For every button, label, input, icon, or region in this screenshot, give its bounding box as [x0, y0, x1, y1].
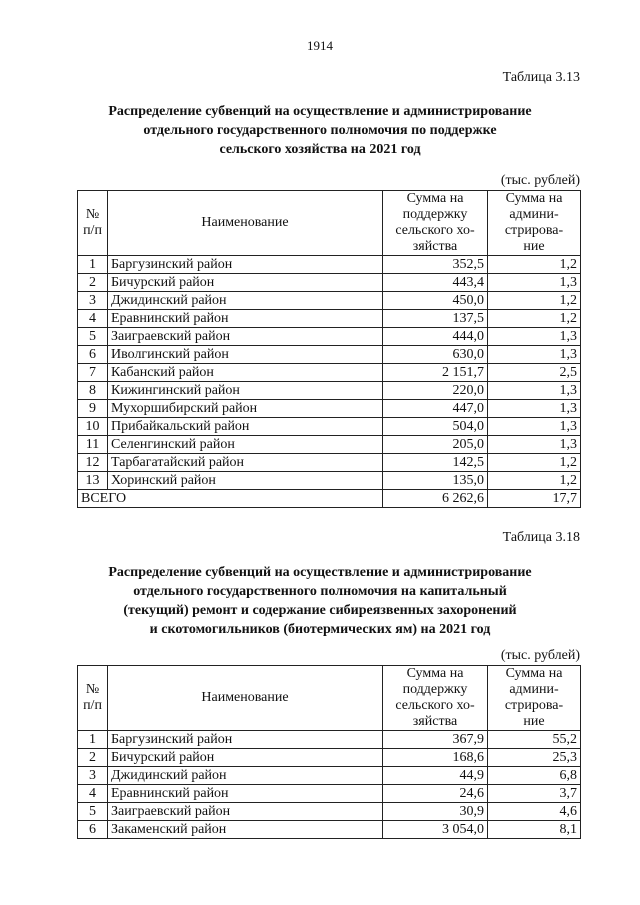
row-number: 5 [78, 328, 108, 346]
sum-administration: 1,3 [488, 346, 581, 364]
total-sum-administration: 17,7 [488, 490, 581, 508]
table-row [78, 731, 581, 749]
sum-administration: 55,2 [488, 731, 581, 749]
table-row [78, 436, 581, 454]
table2-title [0, 563, 640, 639]
table2-id: Таблица 3.18 [502, 530, 580, 545]
sum-agriculture: 44,9 [383, 767, 488, 785]
header-sum2-label: Сумма на админи- стрирова- ние [504, 666, 564, 729]
sum-agriculture: 220,0 [383, 382, 488, 400]
district-name: Еравнинский район [108, 310, 383, 328]
table1-title-line: отдельного государственного полномочия по поддержке [143, 123, 497, 138]
table-row [78, 472, 581, 490]
sum-administration: 4,6 [488, 803, 581, 821]
district-name: Джидинский район [108, 292, 383, 310]
header-sum1 [383, 666, 488, 731]
sum-agriculture: 137,5 [383, 310, 488, 328]
row-number: 6 [78, 821, 108, 839]
header-sum2 [488, 191, 581, 256]
table1-title-line: сельского хозяйства на 2021 год [219, 142, 421, 157]
table-row [78, 328, 581, 346]
header-name [108, 191, 383, 256]
sum-agriculture: 205,0 [383, 436, 488, 454]
sum-administration: 6,8 [488, 767, 581, 785]
sum-administration: 1,3 [488, 400, 581, 418]
table-row [78, 821, 581, 839]
header-sum1-label: Сумма на поддержку сельского хо- зяйства [395, 666, 475, 729]
district-name: Бичурский район [108, 749, 383, 767]
row-number: 1 [78, 731, 108, 749]
table2-title-line: Распределение субвенций на осуществление и администрирование [108, 565, 532, 580]
total-label: ВСЕГО [78, 490, 383, 508]
header-sum1-label: Сумма на поддержку сельского хо- зяйства [395, 191, 475, 254]
district-name: Заиграевский район [108, 803, 383, 821]
row-number: 1 [78, 256, 108, 274]
row-number: 11 [78, 436, 108, 454]
header-num-label: № п/п [83, 682, 102, 713]
row-number: 10 [78, 418, 108, 436]
sum-administration: 1,2 [488, 256, 581, 274]
sum-administration: 1,3 [488, 436, 581, 454]
row-number: 13 [78, 472, 108, 490]
sum-agriculture: 142,5 [383, 454, 488, 472]
table1-id: Таблица 3.13 [502, 70, 580, 85]
district-name: Тарбагатайский район [108, 454, 383, 472]
sum-agriculture: 450,0 [383, 292, 488, 310]
row-number: 6 [78, 346, 108, 364]
table-row [78, 256, 581, 274]
row-number: 9 [78, 400, 108, 418]
table2 [77, 665, 581, 839]
row-number: 8 [78, 382, 108, 400]
header-sum2-label: Сумма на админи- стрирова- ние [504, 191, 564, 254]
sum-administration: 1,3 [488, 274, 581, 292]
row-number: 2 [78, 274, 108, 292]
district-name: Кижингинский район [108, 382, 383, 400]
sum-agriculture: 504,0 [383, 418, 488, 436]
table-row [78, 382, 581, 400]
header-num [78, 666, 108, 731]
district-name: Баргузинский район [108, 731, 383, 749]
table-row [78, 418, 581, 436]
row-number: 5 [78, 803, 108, 821]
sum-administration: 2,5 [488, 364, 581, 382]
table1-units: (тыс. рублей) [500, 173, 580, 188]
table2-units: (тыс. рублей) [500, 648, 580, 663]
sum-agriculture: 2 151,7 [383, 364, 488, 382]
sum-administration: 3,7 [488, 785, 581, 803]
header-name-label: Наименование [201, 690, 289, 705]
sum-administration: 1,2 [488, 292, 581, 310]
district-name: Закаменский район [108, 821, 383, 839]
sum-agriculture: 367,9 [383, 731, 488, 749]
district-name: Баргузинский район [108, 256, 383, 274]
row-number: 4 [78, 310, 108, 328]
sum-agriculture: 630,0 [383, 346, 488, 364]
sum-administration: 1,2 [488, 472, 581, 490]
sum-agriculture: 443,4 [383, 274, 488, 292]
header-num-label: № п/п [83, 207, 102, 238]
table-row [78, 364, 581, 382]
sum-agriculture: 24,6 [383, 785, 488, 803]
district-name: Прибайкальский район [108, 418, 383, 436]
table2-title-line: и скотомогильников (биотермических ям) на 2021 год [149, 622, 491, 637]
table-row [78, 310, 581, 328]
row-number: 7 [78, 364, 108, 382]
table-row [78, 803, 581, 821]
table1-header-row [78, 191, 581, 256]
total-row [78, 490, 581, 508]
row-number: 4 [78, 785, 108, 803]
table-row [78, 274, 581, 292]
header-sum1 [383, 191, 488, 256]
row-number: 3 [78, 767, 108, 785]
district-name: Кабанский район [108, 364, 383, 382]
sum-administration: 1,2 [488, 310, 581, 328]
district-name: Джидинский район [108, 767, 383, 785]
sum-administration: 1,2 [488, 454, 581, 472]
sum-administration: 8,1 [488, 821, 581, 839]
table2-title-line: отдельного государственного полномочия на капитальный [133, 584, 507, 599]
sum-agriculture: 447,0 [383, 400, 488, 418]
table1-title-line: Распределение субвенций на осуществление и администрирование [108, 104, 532, 119]
district-name: Иволгинский район [108, 346, 383, 364]
sum-agriculture: 135,0 [383, 472, 488, 490]
sum-agriculture: 352,5 [383, 256, 488, 274]
sum-agriculture: 30,9 [383, 803, 488, 821]
table1 [77, 190, 581, 508]
table2-header-row [78, 666, 581, 731]
header-num [78, 191, 108, 256]
district-name: Заиграевский район [108, 328, 383, 346]
header-sum2 [488, 666, 581, 731]
sum-administration: 1,3 [488, 418, 581, 436]
table1-title [0, 102, 640, 159]
table2-title-line: (текущий) ремонт и содержание сибиреязвенных захоронений [123, 603, 517, 618]
sum-agriculture: 168,6 [383, 749, 488, 767]
header-name [108, 666, 383, 731]
sum-administration: 25,3 [488, 749, 581, 767]
district-name: Еравнинский район [108, 785, 383, 803]
row-number: 3 [78, 292, 108, 310]
sum-agriculture: 3 054,0 [383, 821, 488, 839]
district-name: Мухоршибирский район [108, 400, 383, 418]
table-row [78, 292, 581, 310]
district-name: Хоринский район [108, 472, 383, 490]
table-row [78, 749, 581, 767]
sum-agriculture: 444,0 [383, 328, 488, 346]
table-row [78, 767, 581, 785]
page-number: 1914 [307, 38, 333, 53]
table-row [78, 785, 581, 803]
table-row [78, 400, 581, 418]
table-row [78, 454, 581, 472]
district-name: Бичурский район [108, 274, 383, 292]
header-name-label: Наименование [201, 215, 289, 230]
total-sum-agriculture: 6 262,6 [383, 490, 488, 508]
sum-administration: 1,3 [488, 382, 581, 400]
row-number: 12 [78, 454, 108, 472]
district-name: Селенгинский район [108, 436, 383, 454]
row-number: 2 [78, 749, 108, 767]
sum-administration: 1,3 [488, 328, 581, 346]
table-row [78, 346, 581, 364]
